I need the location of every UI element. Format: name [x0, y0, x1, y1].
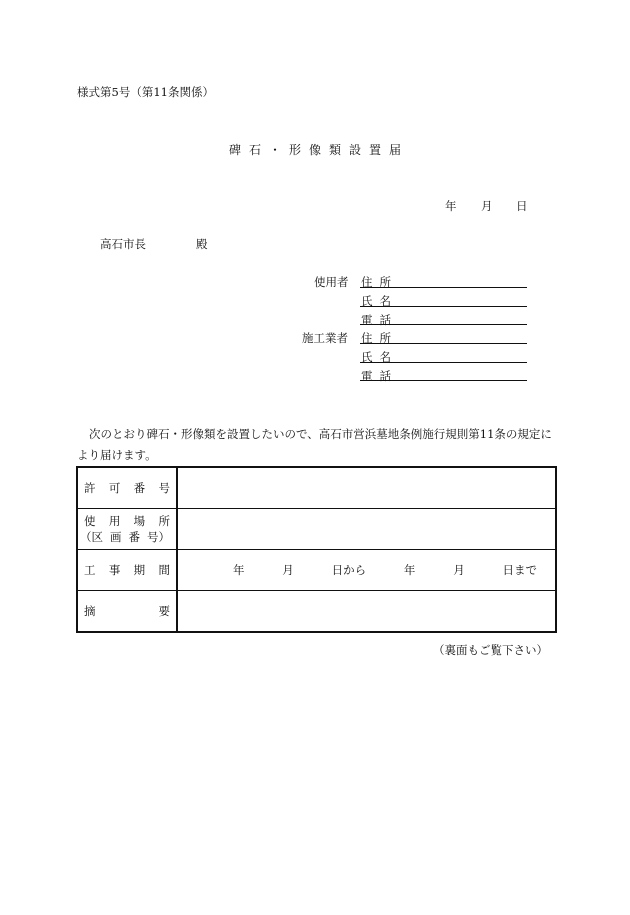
label-char: 場 — [133, 514, 146, 528]
form-number: 様式第5号（第11条関係） — [77, 85, 214, 99]
user-phone-label: 電話 — [361, 313, 398, 327]
period-end-month: 月 — [453, 563, 465, 577]
contractor-address-line[interactable] — [360, 343, 527, 344]
label-char: 番 — [133, 481, 146, 495]
summary-row — [77, 591, 556, 633]
user-phone-line[interactable] — [360, 324, 527, 325]
period-start-month: 月 — [282, 563, 294, 577]
label-char: 許 — [84, 481, 96, 495]
label-char: 期 — [133, 563, 146, 577]
permit-number-row — [77, 467, 556, 509]
period-start-day: 日から — [331, 563, 367, 577]
label-char: 摘 — [84, 604, 96, 618]
label-char: 所 — [158, 514, 170, 528]
contractor-name-label: 氏名 — [361, 350, 398, 364]
label-char: 工 — [84, 563, 96, 577]
construction-period-field[interactable] — [177, 550, 556, 591]
use-location-label — [77, 509, 177, 550]
construction-period-row — [77, 550, 556, 591]
label-char: 番 — [128, 530, 140, 544]
body-text: 次のとおり碑石・形像類を設置したいので、高石市営浜墓地条例施行規則第11条の規定により届けます。 — [77, 427, 552, 462]
contractor-name-line[interactable] — [360, 362, 527, 363]
permit-number-field[interactable] — [177, 467, 556, 509]
period-end-year: 年 — [403, 563, 416, 577]
label-char: 事 — [108, 563, 121, 577]
period-end-day: 日まで — [502, 563, 537, 577]
date-year-label: 年 — [445, 199, 457, 213]
summary-field[interactable] — [177, 591, 556, 633]
use-location-field[interactable] — [177, 509, 556, 550]
contractor-phone-line[interactable] — [360, 380, 527, 381]
label-char: 使 — [84, 514, 96, 528]
contractor-phone-label: 電話 — [361, 369, 398, 383]
date-month-label: 月 — [481, 199, 493, 213]
permit-number-label — [77, 467, 177, 509]
contractor-role-label: 施工業者 — [302, 331, 348, 345]
label-char: 用 — [108, 514, 121, 528]
user-address-label: 住所 — [361, 275, 398, 289]
label-char: 要 — [158, 604, 170, 618]
application-table — [76, 466, 557, 633]
user-name-line[interactable] — [360, 306, 527, 307]
label-char: 号） — [147, 530, 170, 544]
contractor-address-label: 住所 — [361, 331, 398, 345]
reverse-side-note: （裏面もご覧下さい） — [433, 643, 548, 657]
label-char: 号 — [158, 481, 170, 495]
honorific: 殿 — [196, 237, 208, 251]
label-char: 画 — [110, 530, 122, 544]
summary-label — [77, 591, 177, 633]
construction-period-label — [77, 550, 177, 591]
user-name-label: 氏名 — [361, 294, 398, 308]
label-char: 間 — [158, 563, 170, 577]
form-title: 碑石・形像類設置届 — [228, 143, 409, 157]
period-start-year: 年 — [233, 563, 245, 577]
label-char: （区 — [80, 530, 103, 544]
user-role-label: 使用者 — [314, 275, 349, 289]
use-location-row — [77, 509, 556, 550]
addressee: 高石市長 — [100, 237, 146, 251]
date-day-label: 日 — [516, 199, 528, 213]
user-address-line[interactable] — [360, 287, 527, 288]
label-char: 可 — [108, 481, 121, 495]
